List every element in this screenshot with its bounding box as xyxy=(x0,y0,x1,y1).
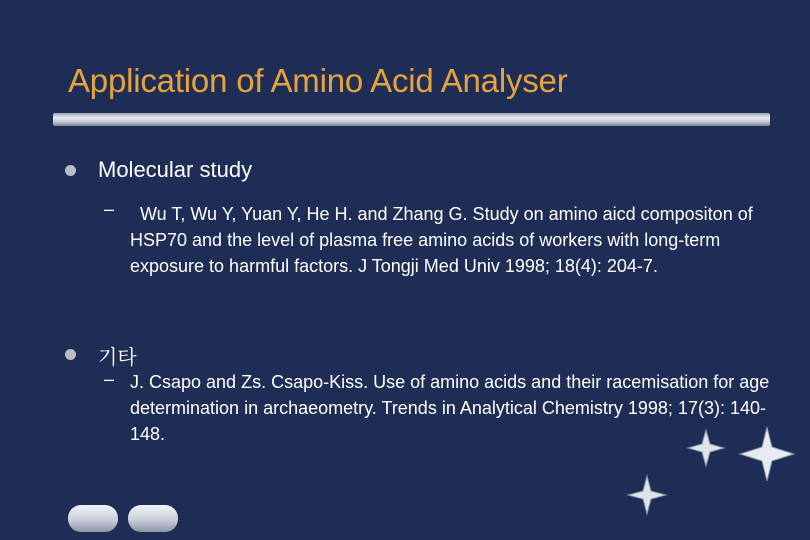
reference-text: J. Csapo and Zs. Csapo-Kiss. Use of amino acids and their racemisation for age determination in archaeometry. Trends in Analytical Chemistry 1998; 17(3): 140-148. xyxy=(130,372,770,444)
sub-bullet-dash: – xyxy=(104,199,115,219)
bullet-dot-icon xyxy=(65,165,76,176)
slide-title: Application of Amino Acid Analyser xyxy=(68,62,568,99)
section-heading: Molecular study xyxy=(98,157,253,182)
back-pill-icon[interactable] xyxy=(68,505,118,532)
star-icon xyxy=(738,425,796,483)
reference-text: Wu T, Wu Y, Yuan Y, He H. and Zhang G. Study on amino aicd compositon of HSP70 and the level of plasma free amino acids of workers with long-term exposure to harmful factors. J Tongji Med Univ 1998; 18(4): 204-7. xyxy=(130,204,753,276)
sub-bullet-dash: – xyxy=(104,369,115,389)
title-underline-bar xyxy=(53,113,770,126)
section-heading: 기타 xyxy=(98,347,137,369)
star-icon xyxy=(686,428,726,468)
star-icon xyxy=(626,474,668,516)
bullet-dot-icon xyxy=(65,349,76,360)
forward-pill-icon[interactable] xyxy=(128,505,178,532)
